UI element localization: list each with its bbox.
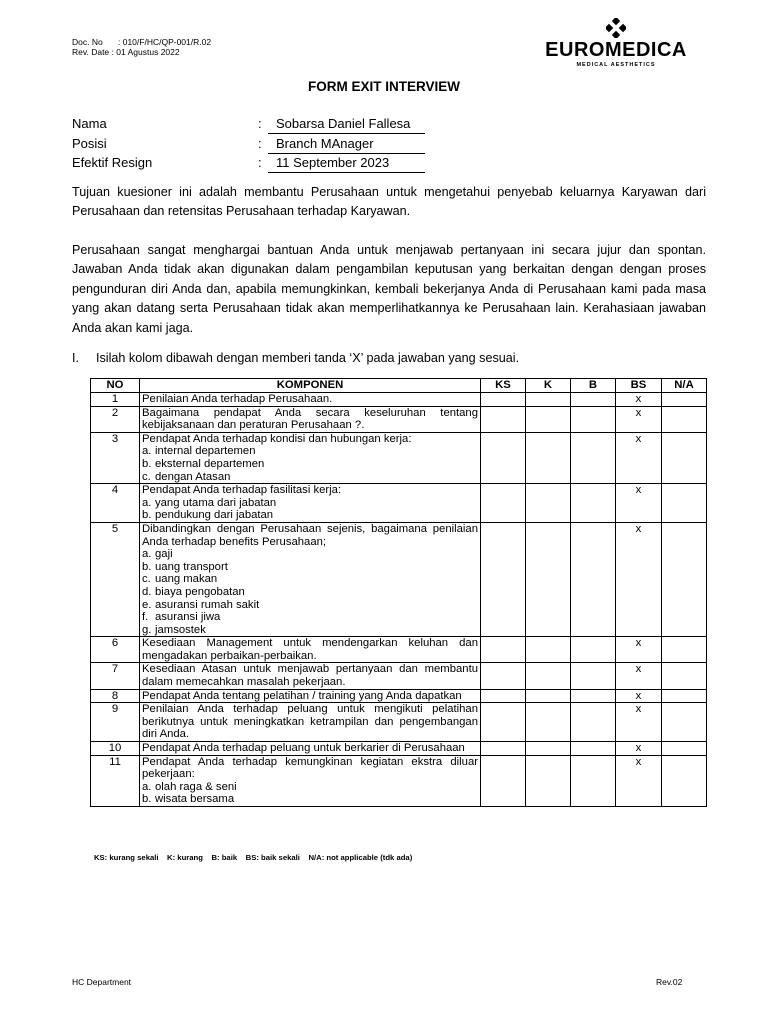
row-number: 4 [91, 484, 140, 523]
sub-option-key: a. [142, 445, 152, 458]
info-colon: : [258, 135, 262, 151]
row-komponen [140, 432, 481, 483]
mark-ks[interactable] [481, 663, 526, 689]
header-komponen: KOMPONEN [140, 379, 481, 393]
header-k: K [526, 379, 571, 393]
mark-bs[interactable]: x [616, 432, 662, 483]
sub-option [142, 471, 478, 484]
table-row [91, 663, 707, 689]
mark-k[interactable] [526, 742, 571, 756]
question-text: Dibandingkan dengan Perusahaan sejenis, bagaimana penilaian Anda terhadap benefits Perusahaan; [142, 522, 478, 548]
header-b: B [571, 379, 616, 393]
row-komponen [140, 393, 481, 407]
mark-b[interactable] [571, 393, 616, 407]
footer-department: HC Department [72, 977, 132, 987]
mark-k[interactable] [526, 689, 571, 703]
sub-option-text: uang makan [155, 573, 218, 586]
header-no: NO [91, 379, 140, 393]
mark-bs[interactable]: x [616, 637, 662, 663]
sub-option-key: c. [142, 573, 151, 586]
table-row [91, 432, 707, 483]
mark-k[interactable] [526, 406, 571, 432]
mark-na[interactable] [662, 393, 707, 407]
row-komponen [140, 689, 481, 703]
question-text: Bagaimana pendapat Anda secara keseluruhan tentang kebijaksanaan dan peraturan Perusahaan ?. [142, 406, 478, 432]
question-text: Pendapat Anda terhadap kemungkinan kegiatan ekstra diluar pekerjaan: [142, 755, 478, 781]
sub-option-text: gaji [155, 548, 173, 561]
mark-na[interactable] [662, 637, 707, 663]
instruction-number: I. [72, 351, 79, 365]
mark-b[interactable] [571, 663, 616, 689]
mark-k[interactable] [526, 755, 571, 806]
mark-na[interactable] [662, 689, 707, 703]
sub-option [142, 445, 478, 458]
questionnaire-table [90, 378, 707, 807]
rev-date-value: : 01 Agustus 2022 [111, 47, 180, 57]
sub-option [142, 458, 478, 471]
table-row [91, 406, 707, 432]
info-label: Efektif Resign [72, 155, 153, 170]
mark-bs[interactable]: x [616, 663, 662, 689]
info-colon: : [258, 155, 262, 170]
row-komponen [140, 755, 481, 806]
mark-na[interactable] [662, 484, 707, 523]
sub-option-text: dengan Atasan [155, 470, 231, 483]
mark-bs[interactable]: x [616, 703, 662, 742]
sub-option-text: jamsostek [155, 623, 206, 636]
header-bs: BS [616, 379, 662, 393]
mark-k[interactable] [526, 637, 571, 663]
question-text: Penilaian Anda terhadap peluang untuk mengikuti pelatihan berikutnya untuk meningkatkan ketrampilan dan pengembangan diri Anda. [142, 703, 478, 741]
sub-option-key: c. [142, 470, 151, 483]
mark-bs[interactable]: x [616, 484, 662, 523]
document-meta [72, 37, 211, 57]
mark-bs[interactable]: x [616, 742, 662, 756]
row-number: 8 [91, 689, 140, 703]
mark-bs[interactable]: x [616, 522, 662, 636]
underline [268, 133, 425, 134]
instruction [72, 351, 519, 365]
underline [268, 172, 425, 173]
row-komponen [140, 742, 481, 756]
table-row [91, 393, 707, 407]
mark-ks[interactable] [481, 522, 526, 636]
row-komponen [140, 637, 481, 663]
sub-option-text: asuransi rumah sakit [155, 598, 260, 611]
mark-k[interactable] [526, 703, 571, 742]
row-number: 11 [91, 755, 140, 806]
mark-b[interactable] [571, 755, 616, 806]
privacy-paragraph: Perusahaan sangat menghargai bantuan Anda untuk menjawab pertanyaan ini secara jujur dan spontan. Jawaban Anda tidak akan digunakan dalam pengambilan keputusan yang berkaitan dengan dengan proses pengunduran diri Anda dan, apabila memungkinkan, kembali bekerjanya Anda di Perusahaan kami pada masa yang akan datang serta Perusahaan tidak akan memperlihatkannya ke Perusahaan lain. Kerahasiaan jawaban Anda akan kami jaga. [72, 243, 706, 335]
info-colon: : [258, 116, 262, 131]
mark-b[interactable] [571, 637, 616, 663]
company-logo [532, 18, 700, 68]
mark-ks[interactable] [481, 742, 526, 756]
mark-b[interactable] [571, 522, 616, 636]
mark-na[interactable] [662, 755, 707, 806]
mark-b[interactable] [571, 406, 616, 432]
question-text: Kesediaan Management untuk mendengarkan keluhan dan mengadakan perbaikan-perbaikan. [142, 637, 478, 662]
mark-bs[interactable]: x [616, 393, 662, 407]
rev-date-label: Rev. Date [72, 47, 110, 57]
row-number: 1 [91, 393, 140, 407]
sub-option [142, 611, 478, 624]
instruction-text: Isilah kolom dibawah dengan memberi tanda ‘X’ pada jawaban yang sesuai. [96, 351, 520, 365]
mark-b[interactable] [571, 484, 616, 523]
table-row [91, 637, 707, 663]
sub-option [142, 573, 478, 586]
brand-name: EUROMEDICA [545, 39, 687, 61]
table-body [91, 393, 707, 807]
table-header-row [91, 379, 707, 393]
footer-revision: Rev.02 [656, 977, 683, 987]
sub-option-key: f. [142, 611, 149, 624]
mark-na[interactable] [662, 663, 707, 689]
mark-ks[interactable] [481, 755, 526, 806]
row-komponen [140, 703, 481, 742]
table-row [91, 703, 707, 742]
mark-k[interactable] [526, 484, 571, 523]
intro-paragraph: Tujuan kuesioner ini adalah membantu Perusahaan untuk mengetahui penyebab keluarnya Karyawan dari Perusahaan dan retensitas Perusahaan terhadap Karyawan. [72, 185, 706, 219]
table-row [91, 689, 707, 703]
question-text: Pendapat Anda tentang pelatihan / training yang Anda dapatkan [142, 689, 462, 702]
page-title: FORM EXIT INTERVIEW [307, 79, 460, 94]
sub-option-key: a. [142, 496, 152, 509]
sub-option-text: eksternal departemen [155, 457, 265, 470]
header-na: N/A [662, 379, 707, 393]
mark-ks[interactable] [481, 432, 526, 483]
mark-k[interactable] [526, 522, 571, 636]
mark-ks[interactable] [481, 689, 526, 703]
underline [268, 153, 425, 154]
row-number: 2 [91, 406, 140, 432]
sub-option-key: b. [142, 793, 152, 806]
mark-ks[interactable] [481, 406, 526, 432]
info-value-posisi: Branch MAnager [276, 135, 374, 151]
sub-option-key: b. [142, 457, 152, 470]
mark-k[interactable] [526, 663, 571, 689]
rating-legend: KS: kurang sekali K: kurang B: baik BS: baik sekali N/A: not applicable (tdk ada) [94, 853, 413, 862]
sub-option-text: yang utama dari jabatan [155, 496, 277, 509]
table-row [91, 742, 707, 756]
mark-bs[interactable]: x [616, 755, 662, 806]
sub-option-text: wisata bersama [155, 793, 235, 806]
sub-option-key: b. [142, 560, 152, 573]
mark-ks[interactable] [481, 637, 526, 663]
mark-bs[interactable]: x [616, 689, 662, 703]
mark-b[interactable] [571, 742, 616, 756]
mark-ks[interactable] [481, 703, 526, 742]
row-komponen [140, 663, 481, 689]
brand-tagline: MEDICAL AESTHETICS [576, 62, 656, 68]
row-number: 6 [91, 637, 140, 663]
question-text: Pendapat Anda terhadap fasilitasi kerja: [142, 484, 342, 497]
row-komponen [140, 522, 481, 636]
sub-option-text: internal departemen [155, 445, 256, 458]
info-label: Posisi [72, 135, 107, 151]
sub-option [142, 586, 478, 599]
header-ks: KS [481, 379, 526, 393]
question-text: Penilaian Anda terhadap Perusahaan. [142, 393, 333, 405]
sub-option-text: uang transport [155, 560, 228, 573]
sub-option-key: d. [142, 585, 152, 598]
table-row [91, 522, 707, 636]
sub-option [142, 781, 478, 794]
row-number: 9 [91, 703, 140, 742]
cross-logo-icon [606, 18, 626, 38]
sub-option [142, 497, 478, 510]
sub-option-key: e. [142, 598, 152, 611]
mark-b[interactable] [571, 432, 616, 483]
sub-option [142, 548, 478, 561]
sub-option-text: olah raga & seni [155, 780, 237, 793]
sub-option [142, 599, 478, 612]
table-row [91, 755, 707, 806]
question-text: Kesediaan Atasan untuk menjawab pertanyaan dan membantu dalam memecahkan masalah pekerjaan. [142, 663, 478, 689]
mark-ks[interactable] [481, 484, 526, 523]
sub-option-text: pendukung dari jabatan [155, 509, 274, 522]
sub-option [142, 561, 478, 574]
sub-option-key: g. [142, 623, 152, 636]
mark-b[interactable] [571, 703, 616, 742]
table-row [91, 484, 707, 523]
question-text: Pendapat Anda terhadap kondisi dan hubungan kerja: [142, 432, 412, 445]
mark-na[interactable] [662, 432, 707, 483]
sub-option-text: biaya pengobatan [155, 585, 245, 598]
doc-no-label: Doc. No [72, 37, 103, 47]
mark-na[interactable] [662, 742, 707, 756]
info-value-nama: Sobarsa Daniel Fallesa [276, 116, 411, 131]
row-komponen [140, 406, 481, 432]
sub-option [142, 509, 478, 522]
sub-option-key: b. [142, 509, 152, 522]
mark-na[interactable] [662, 406, 707, 432]
row-komponen [140, 484, 481, 523]
row-number: 5 [91, 522, 140, 636]
sub-option [142, 624, 478, 637]
info-value-efektif-resign: 11 September 2023 [276, 155, 390, 170]
mark-na[interactable] [662, 522, 707, 636]
row-number: 10 [91, 742, 140, 756]
sub-option-text: asuransi jiwa [155, 611, 221, 624]
sub-option [142, 793, 478, 806]
mark-bs[interactable]: x [616, 406, 662, 432]
row-number: 3 [91, 432, 140, 483]
question-text: Pendapat Anda terhadap peluang untuk berkarier di Perusahaan [142, 742, 465, 755]
row-number: 7 [91, 663, 140, 689]
doc-no-value: : 010/F/HC/QP-001/R.02 [118, 37, 212, 47]
mark-b[interactable] [571, 689, 616, 703]
mark-k[interactable] [526, 432, 571, 483]
mark-k[interactable] [526, 393, 571, 407]
info-label: Nama [72, 116, 107, 131]
mark-ks[interactable] [481, 393, 526, 407]
sub-option-key: a. [142, 780, 152, 793]
sub-option-key: a. [142, 548, 152, 561]
mark-na[interactable] [662, 703, 707, 742]
